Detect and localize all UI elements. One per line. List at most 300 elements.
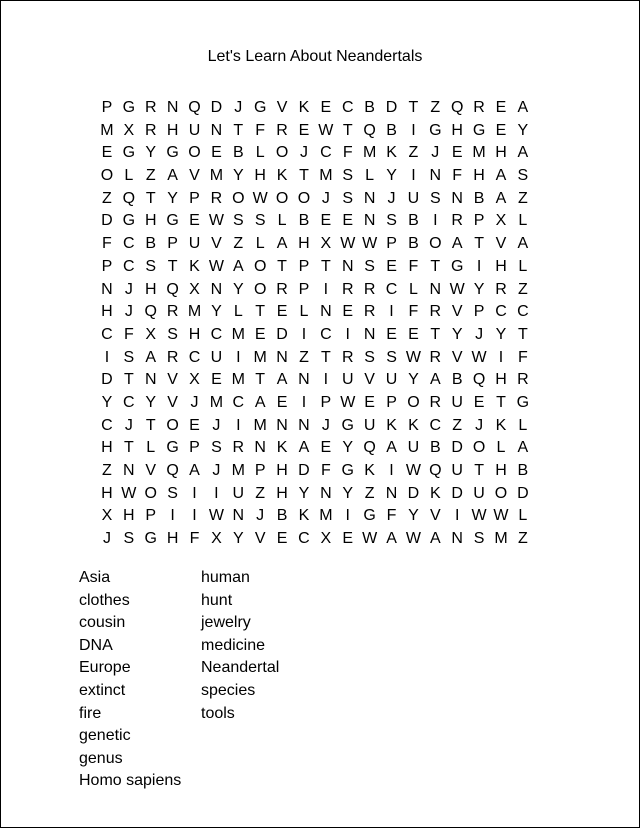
grid-letter: E xyxy=(342,212,354,230)
grid-letter: P xyxy=(189,439,200,457)
grid-letter: I xyxy=(411,167,416,185)
grid-letter: R xyxy=(495,280,507,298)
grid-letter: A xyxy=(495,167,507,185)
grid-letter: N xyxy=(363,212,376,230)
grid-row xyxy=(96,301,552,324)
grid-letter: I xyxy=(498,348,504,366)
grid-letter: A xyxy=(254,393,266,411)
grid-letter: X xyxy=(123,121,135,139)
grid-letter: K xyxy=(276,167,288,185)
grid-letter: C xyxy=(385,280,398,298)
grid-letter: U xyxy=(210,348,223,366)
grid-letter: E xyxy=(386,257,397,275)
grid-letter: A xyxy=(276,371,288,389)
grid-letter: B xyxy=(408,212,419,230)
grid-letter: K xyxy=(386,144,397,162)
grid-letter: W xyxy=(340,393,356,411)
grid-letter: J xyxy=(124,280,133,298)
grid-letter: O xyxy=(232,189,245,207)
grid-letter: N xyxy=(363,325,376,343)
grid-letter: M xyxy=(209,167,224,185)
grid-letter: W xyxy=(121,484,137,502)
grid-letter: P xyxy=(254,462,266,479)
grid-letter: A xyxy=(232,257,244,275)
grid-letter: Y xyxy=(232,280,244,298)
grid-letter: G xyxy=(341,416,354,434)
grid-letter: X xyxy=(320,235,332,253)
grid-letter: N xyxy=(166,99,179,116)
grid-letter: G xyxy=(166,439,179,457)
word-list-item: species xyxy=(201,681,256,699)
grid-letter: S xyxy=(364,257,375,275)
grid-letter: G xyxy=(122,212,136,230)
grid-letter: N xyxy=(385,484,398,502)
grid-letter: R xyxy=(363,303,376,321)
grid-letter: N xyxy=(429,167,442,185)
grid-letter: K xyxy=(189,257,200,275)
word-list-item: human xyxy=(201,569,250,586)
grid-letter: F xyxy=(342,144,353,162)
grid-letter: Y xyxy=(451,325,463,343)
grid-row xyxy=(96,528,552,551)
grid-letter: P xyxy=(189,189,200,207)
grid-letter: Q xyxy=(166,280,179,298)
grid-letter: M xyxy=(231,462,245,479)
grid-letter: H xyxy=(451,121,463,139)
grid-letter: E xyxy=(342,303,354,321)
grid-letter: I xyxy=(301,393,307,411)
grid-letter: Y xyxy=(408,507,419,525)
grid-letter: U xyxy=(407,189,420,207)
grid-letter: J xyxy=(475,325,484,343)
grid-letter: R xyxy=(144,99,157,116)
grid-letter: L xyxy=(518,212,528,230)
grid-letter: A xyxy=(451,235,463,253)
grid-letter: J xyxy=(234,99,243,116)
grid-letter: K xyxy=(298,507,310,525)
grid-letter: T xyxy=(342,121,353,139)
grid-letter: C xyxy=(188,348,201,366)
grid-letter: P xyxy=(386,235,397,253)
grid-letter: H xyxy=(101,439,113,457)
grid-letter: W xyxy=(362,235,378,253)
grid-letter: U xyxy=(188,235,201,253)
grid-letter: W xyxy=(362,530,378,548)
grid-letter: S xyxy=(386,348,397,366)
grid-letter: C xyxy=(123,257,135,275)
grid-letter: T xyxy=(123,439,134,457)
grid-letter: A xyxy=(298,439,310,457)
grid-letter: O xyxy=(494,484,508,502)
grid-row xyxy=(96,233,552,256)
grid-letter: D xyxy=(101,212,113,230)
grid-letter: Z xyxy=(517,530,528,548)
grid-letter: T xyxy=(474,235,484,253)
grid-letter: J xyxy=(124,303,133,321)
grid-letter: E xyxy=(276,530,288,548)
grid-letter: B xyxy=(232,144,244,162)
grid-letter: J xyxy=(299,144,308,162)
grid-letter: S xyxy=(167,325,178,343)
grid-letter: T xyxy=(408,99,419,116)
grid-letter: Y xyxy=(145,393,157,411)
grid-letter: G xyxy=(472,121,486,139)
grid-letter: C xyxy=(517,303,529,321)
grid-letter: S xyxy=(254,212,266,230)
grid-row xyxy=(96,324,552,347)
grid-letter: W xyxy=(208,507,224,525)
word-list-item: clothes xyxy=(79,591,130,609)
grid-letter: O xyxy=(100,167,114,185)
grid-letter: C xyxy=(123,393,135,411)
grid-letter: L xyxy=(255,235,265,253)
grid-letter: U xyxy=(232,484,245,502)
grid-letter: Q xyxy=(450,99,464,116)
grid-letter: B xyxy=(408,235,419,253)
grid-letter: O xyxy=(275,144,289,162)
grid-letter: S xyxy=(123,530,135,548)
grid-row xyxy=(96,120,552,143)
grid-letter: W xyxy=(208,212,224,230)
grid-letter: A xyxy=(386,530,397,548)
grid-letter: C xyxy=(298,530,310,548)
grid-letter: E xyxy=(189,212,200,230)
grid-letter: N xyxy=(101,280,113,298)
grid-letter: E xyxy=(408,325,419,343)
grid-letter: C xyxy=(232,393,245,411)
grid-letter: E xyxy=(451,144,463,162)
grid-letter: O xyxy=(144,484,157,502)
grid-letter: Z xyxy=(452,416,463,434)
grid-letter: S xyxy=(145,257,157,275)
grid-row xyxy=(96,210,552,233)
grid-letter: P xyxy=(145,507,157,525)
grid-letter: B xyxy=(364,99,375,116)
grid-letter: N xyxy=(429,280,442,298)
grid-letter: A xyxy=(495,189,507,207)
grid-letter: I xyxy=(192,507,197,525)
grid-letter: H xyxy=(188,325,201,343)
grid-letter: C xyxy=(101,416,113,434)
grid-letter: G xyxy=(516,393,530,411)
grid-letter: H xyxy=(123,507,135,525)
grid-row xyxy=(96,437,552,460)
grid-letter: D xyxy=(210,99,223,116)
grid-letter: S xyxy=(211,439,222,457)
grid-row xyxy=(96,460,552,483)
grid-letter: V xyxy=(364,371,375,389)
grid-letter: V xyxy=(189,167,200,185)
grid-letter: Y xyxy=(298,484,310,502)
grid-letter: F xyxy=(386,507,397,525)
grid-letter: K xyxy=(298,99,310,116)
grid-letter: I xyxy=(454,507,460,525)
grid-letter: R xyxy=(144,121,157,139)
grid-letter: O xyxy=(253,280,267,298)
grid-letter: N xyxy=(276,348,288,366)
grid-letter: I xyxy=(345,325,350,343)
grid-letter: E xyxy=(298,121,310,139)
grid-letter: Z xyxy=(102,189,112,207)
grid-letter: R xyxy=(341,280,354,298)
grid-letter: S xyxy=(473,530,485,548)
grid-letter: M xyxy=(253,416,267,434)
grid-letter: F xyxy=(189,530,200,548)
grid-letter: S xyxy=(167,484,178,502)
grid-letter: R xyxy=(276,280,288,298)
grid-letter: U xyxy=(473,484,485,502)
grid-letter: P xyxy=(101,257,113,275)
grid-letter: S xyxy=(342,167,354,185)
grid-letter: K xyxy=(408,416,419,434)
grid-letter: I xyxy=(214,484,219,502)
grid-letter: H xyxy=(495,462,507,479)
grid-letter: J xyxy=(256,507,265,525)
grid-letter: D xyxy=(451,439,463,457)
grid-letter: V xyxy=(145,462,157,479)
grid-letter: A xyxy=(517,235,529,253)
grid-letter: Q xyxy=(363,121,376,139)
grid-letter: M xyxy=(231,325,245,343)
grid-letter: J xyxy=(212,416,221,434)
grid-letter: N xyxy=(276,416,288,434)
grid-letter: M xyxy=(253,348,267,366)
grid-letter: T xyxy=(517,325,528,343)
word-list-item: hunt xyxy=(201,591,233,609)
grid-letter: R xyxy=(210,189,223,207)
grid-letter: D xyxy=(385,99,398,116)
grid-letter: S xyxy=(386,212,397,230)
grid-letter: H xyxy=(276,462,288,479)
word-list-item: Europe xyxy=(79,659,131,677)
grid-letter: P xyxy=(320,393,332,411)
grid-letter: J xyxy=(431,144,440,162)
grid-letter: U xyxy=(363,416,376,434)
grid-letter: W xyxy=(405,462,421,479)
grid-letter: M xyxy=(209,393,224,411)
grid-letter: U xyxy=(451,393,463,411)
grid-letter: L xyxy=(408,280,418,298)
word-list-item: genus xyxy=(79,749,123,767)
grid-letter: L xyxy=(277,212,287,230)
word-list-item: jewelry xyxy=(201,614,251,632)
grid-letter: H xyxy=(276,484,288,502)
grid-letter: Y xyxy=(342,484,354,502)
grid-letter: L xyxy=(299,303,309,321)
grid-letter: O xyxy=(429,235,442,253)
grid-letter: T xyxy=(430,325,441,343)
grid-letter: K xyxy=(276,439,288,457)
grid-letter: T xyxy=(496,393,506,411)
grid-letter: T xyxy=(233,121,244,139)
grid-letter: H xyxy=(473,167,485,185)
grid-letter: X xyxy=(101,507,113,525)
grid-letter: V xyxy=(429,507,441,525)
grid-letter: F xyxy=(452,167,463,185)
grid-letter: X xyxy=(320,530,332,548)
word-list-item: DNA xyxy=(79,636,113,654)
grid-letter: W xyxy=(340,235,356,253)
grid-letter: J xyxy=(321,189,330,207)
grid-letter: Y xyxy=(408,371,419,389)
grid-letter: H xyxy=(101,484,113,502)
grid-letter: E xyxy=(276,303,288,321)
grid-row xyxy=(96,97,552,120)
grid-letter: M xyxy=(231,371,245,389)
grid-letter: Y xyxy=(145,144,157,162)
grid-letter: L xyxy=(496,439,506,457)
grid-row xyxy=(96,483,552,506)
grid-row xyxy=(96,369,552,392)
grid-letter: I xyxy=(236,348,241,366)
grid-letter: S xyxy=(517,167,529,185)
grid-letter: C xyxy=(495,303,507,321)
grid-letter: O xyxy=(275,189,289,207)
grid-letter: I xyxy=(411,121,416,139)
grid-letter: M xyxy=(319,507,333,525)
grid-letter: K xyxy=(495,416,507,434)
grid-letter: J xyxy=(212,462,221,479)
word-list-item: tools xyxy=(201,704,235,722)
grid-letter: D xyxy=(298,462,310,479)
grid-letter: U xyxy=(188,121,201,139)
grid-letter: N xyxy=(320,303,332,321)
grid-row xyxy=(96,256,552,279)
grid-letter: F xyxy=(102,235,112,253)
grid-letter: Y xyxy=(211,303,222,321)
grid-letter: C xyxy=(101,325,113,343)
grid-letter: T xyxy=(320,348,331,366)
grid-letter: G xyxy=(450,257,464,275)
grid-letter: Y xyxy=(473,280,485,298)
grid-letter: E xyxy=(495,121,507,139)
grid-letter: J xyxy=(387,189,396,207)
grid-letter: L xyxy=(146,439,156,457)
grid-letter: I xyxy=(476,257,482,275)
grid-letter: T xyxy=(299,167,309,185)
grid-letter: T xyxy=(145,189,156,207)
word-list-item: genetic xyxy=(79,727,131,745)
word-list-column-1 xyxy=(79,567,181,793)
grid-letter: P xyxy=(473,212,485,230)
grid-letter: Q xyxy=(122,189,136,207)
grid-letter: N xyxy=(320,484,332,502)
grid-letter: T xyxy=(430,257,441,275)
grid-letter: Z xyxy=(517,280,528,298)
grid-row xyxy=(96,415,552,438)
grid-letter: O xyxy=(166,416,179,434)
grid-letter: H xyxy=(495,144,507,162)
grid-letter: H xyxy=(298,235,310,253)
grid-letter: N xyxy=(451,530,463,548)
grid-letter: U xyxy=(451,462,463,479)
grid-row xyxy=(96,279,552,302)
grid-letter: H xyxy=(495,257,507,275)
grid-letter: I xyxy=(192,484,197,502)
grid-letter: G xyxy=(429,121,442,139)
word-list-item: Homo sapiens xyxy=(79,772,182,790)
grid-letter: Z xyxy=(364,484,375,502)
grid-letter: Z xyxy=(233,235,244,253)
grid-letter: E xyxy=(101,144,113,162)
grid-letter: X xyxy=(189,371,200,389)
grid-letter: B xyxy=(429,439,441,457)
grid-letter: F xyxy=(517,348,528,366)
grid-letter: B xyxy=(276,507,288,525)
grid-letter: T xyxy=(320,257,331,275)
grid-letter: A xyxy=(517,439,529,457)
grid-letter: Z xyxy=(517,189,528,207)
grid-letter: D xyxy=(276,325,288,343)
grid-row xyxy=(96,392,552,415)
grid-letter: Q xyxy=(429,462,442,479)
grid-letter: F xyxy=(408,257,419,275)
grid-letter: P xyxy=(101,99,113,116)
grid-letter: Y xyxy=(517,121,529,139)
grid-letter: G xyxy=(166,212,179,230)
grid-letter: D xyxy=(517,484,529,502)
grid-letter: M xyxy=(100,121,114,139)
grid-letter: G xyxy=(253,99,267,116)
word-list-item: medicine xyxy=(201,636,266,654)
letter-grid xyxy=(96,97,552,551)
grid-letter: D xyxy=(407,484,420,502)
word-list-item: fire xyxy=(79,704,102,722)
grid-letter: W xyxy=(208,257,224,275)
grid-letter: X xyxy=(145,325,157,343)
grid-letter: P xyxy=(298,280,310,298)
grid-letter: W xyxy=(252,189,268,207)
grid-letter: E xyxy=(254,325,266,343)
grid-letter: T xyxy=(123,371,134,389)
grid-letter: A xyxy=(386,439,397,457)
word-list-item: Asia xyxy=(79,569,111,586)
grid-letter: R xyxy=(166,303,179,321)
grid-row xyxy=(96,188,552,211)
grid-letter: X xyxy=(495,212,507,230)
grid-letter: R xyxy=(429,393,442,411)
grid-letter: C xyxy=(320,325,332,343)
grid-row xyxy=(96,165,552,188)
grid-letter: S xyxy=(364,348,375,366)
grid-letter: O xyxy=(188,144,201,162)
grid-letter: N xyxy=(298,416,310,434)
grid-letter: J xyxy=(321,416,330,434)
grid-letter: M xyxy=(187,303,202,321)
grid-letter: N xyxy=(144,371,157,389)
grid-letter: E xyxy=(386,325,397,343)
grid-letter: Q xyxy=(144,303,157,321)
grid-letter: K xyxy=(429,484,441,502)
grid-letter: I xyxy=(389,462,394,479)
grid-letter: Y xyxy=(232,167,244,185)
grid-letter: W xyxy=(405,530,421,548)
grid-letter: J xyxy=(124,416,133,434)
grid-letter: N xyxy=(123,462,135,479)
grid-letter: B xyxy=(517,462,529,479)
grid-letter: O xyxy=(472,439,486,457)
grid-letter: B xyxy=(451,371,463,389)
grid-letter: B xyxy=(298,212,310,230)
grid-letter: R xyxy=(517,371,529,389)
grid-letter: F xyxy=(255,121,266,139)
grid-letter: R xyxy=(429,303,442,321)
grid-letter: H xyxy=(495,371,507,389)
grid-letter: M xyxy=(319,167,333,185)
grid-letter: M xyxy=(494,530,508,548)
grid-letter: N xyxy=(363,189,376,207)
grid-letter: K xyxy=(386,416,397,434)
